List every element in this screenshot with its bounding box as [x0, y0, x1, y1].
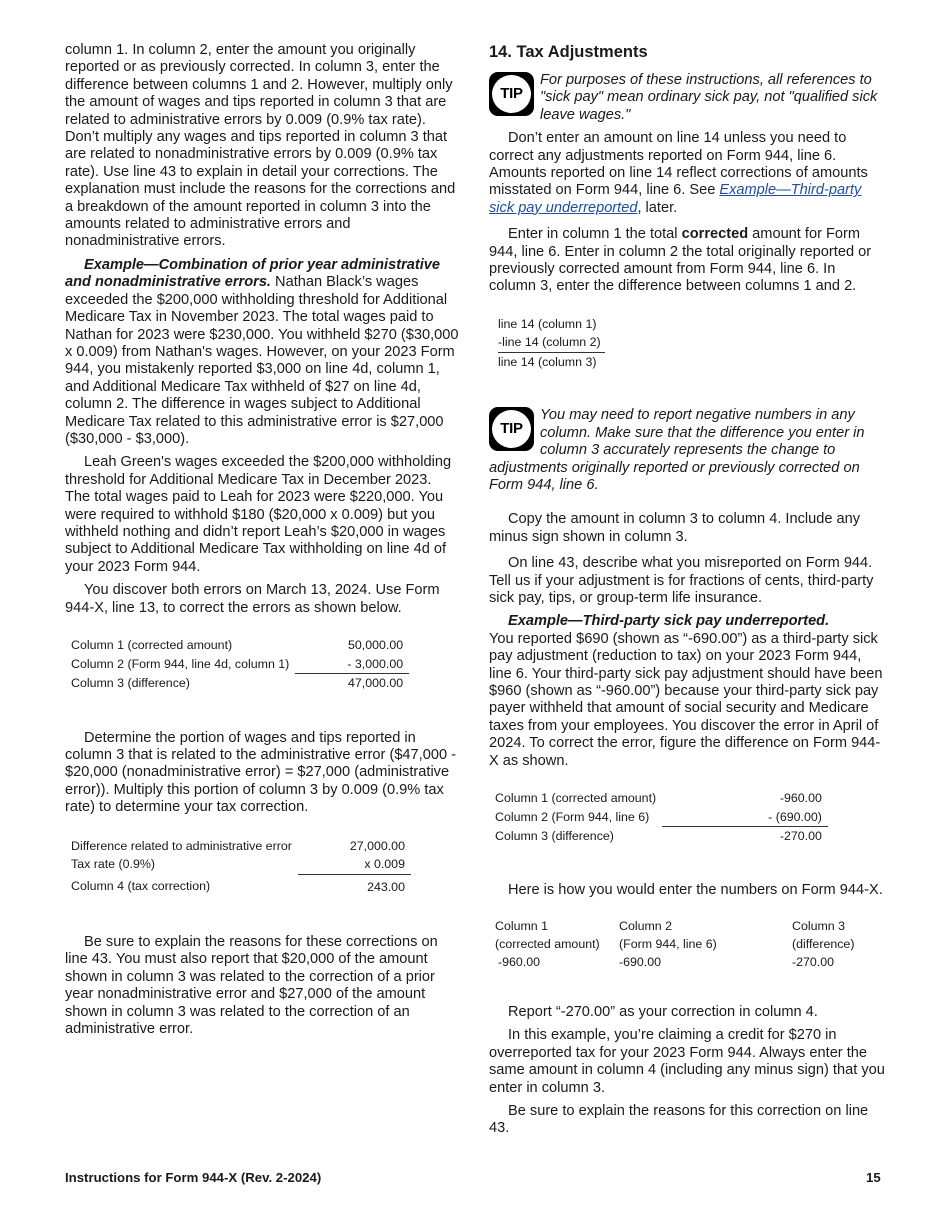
formula-line: line 14 (column 1): [498, 316, 597, 331]
column-header: Column 2: [619, 919, 673, 933]
tip-icon: TIP: [489, 407, 534, 451]
row-value: 47,000.00: [348, 676, 404, 690]
table-row: [65, 674, 409, 693]
paragraph: You discover both errors on March 13, 2024. Use Form 944-X, line 13, to correct the errors as shown below.: [65, 582, 440, 616]
footer-title: Instructions for Form 944-X (Rev. 2-2024): [65, 1170, 322, 1185]
paragraph: Determine the portion of wages and tips reported in column 3 that is related to the administrative error ($47,000 - $20,000 (nonadministrative error) = $27,000 (administrative error)). Multiply this portion of column 3 by 0.009 (0.9% tax rate) to determine your tax correction.: [65, 729, 456, 816]
row-value: -270.00: [779, 829, 822, 844]
line-14-formula: [496, 315, 885, 372]
table-row: [65, 655, 409, 674]
row-value: - 3,000.00: [295, 655, 409, 674]
row-value: -960.00: [779, 791, 822, 806]
table-row: [489, 789, 828, 808]
row-value: - (690.00): [662, 808, 828, 827]
example-body: Nathan Black’s wages exceeded the $200,000 withholding threshold for Additional Medicare Tax in November 2023. The total wages paid to Nathan for 2023 were $230,000. You withheld $270 ($30,000 x 0.009) from Nathan's wages. However, on your 2023 Form 944, you mistakenly reported $3,000 on line 4d, column 1, and Additional Medicare Tax withheld of $27 on line 4d, column 2. The difference in wages subject to Additional Medicare Tax related to this administrative error is $27,000 ($30,000 - $3,000).: [65, 274, 459, 447]
paragraph: Here is how you would enter the numbers on Form 944-X.: [508, 881, 883, 898]
example-sick-pay-paragraph: [489, 613, 885, 770]
row-label: Column 2 (Form 944, line 4d, column 1): [71, 656, 290, 671]
left-column: [65, 42, 460, 1038]
tip-box-1: [489, 72, 885, 124]
table-row: [489, 917, 860, 935]
column-header: Column 3: [792, 919, 846, 933]
table-row: [65, 636, 409, 655]
formula-line: -line 14 (column 2): [498, 333, 605, 353]
paragraph: Copy the amount in column 3 to column 4. Include any minus sign shown in column 3.: [489, 511, 861, 545]
row-label: Column 2 (Form 944, line 6): [495, 809, 650, 824]
formula-line: line 14 (column 3): [498, 354, 597, 369]
paragraph: Enter in column 1 the total corrected amount for Form 944, line 6. Enter in column 2 the total originally reported or previously corrected amount from Form 944, line 6. In column 3, enter the difference between columns 1 and 2.: [489, 226, 872, 295]
column-entry-table: [489, 917, 860, 971]
column-value: -960.00: [498, 955, 541, 969]
tip-text: You may need to report negative numbers in any column. Make sure that the difference you enter in column 3 accurately represents the change to adjustments originally reported or previously corrected on Form 944, line 6.: [489, 407, 865, 493]
paragraph: Be sure to explain the reasons for this correction on line 43.: [489, 1103, 869, 1137]
paragraph: Be sure to explain the reasons for these corrections on line 43. You must also report that $20,000 of the amount shown in column 3 was related to the correction of a prior year nonadministrative error and $27,000 of the amount shown in column 3 was related to the correction of an administrative error.: [65, 934, 438, 1038]
paragraph: In this example, you’re claiming a credit for $270 in overreported tax for your 2023 Form 944. Always enter the same amount in column 4 (including any minus sign) that you enter in column 3.: [489, 1027, 885, 1096]
column-value: -690.00: [619, 955, 662, 969]
calculation-table-3: [489, 789, 828, 846]
row-label: Column 1 (corrected amount): [71, 638, 233, 652]
paragraph: Don’t enter an amount on line 14 unless you need to correct any adjustments reported on Form 944, line 6. Amounts reported on line 14 reflect corrections of amounts misstated on Form 944, line 6. See Example—Third-party sick pay underreported, later.: [489, 130, 868, 216]
row-value: 27,000.00: [349, 838, 405, 853]
table-row: [65, 837, 411, 856]
row-label: Difference related to administrative error: [71, 838, 292, 853]
row-label: Column 3 (difference): [495, 828, 614, 843]
example-body: You reported $690 (shown as “-690.00”) as a third-party sick pay adjustment (reduction to tax) on your 2023 Form 944, line 6. Your third-party sick pay adjustment should have been $960 (shown as “-960.00”) because your third-party sick pay payer withheld that amount of social security and Medicare taxes from your employees. You discover the error in April of 2024. To correct the error, figure the difference on Form 944-X as shown.: [489, 630, 883, 769]
tip-icon: TIP: [489, 72, 534, 116]
example-link[interactable]: Example—Third-party sick pay underreported: [489, 182, 862, 216]
column-subheader: (corrected amount): [495, 937, 600, 951]
table-row: [65, 874, 411, 896]
paragraph: column 1. In column 2, enter the amount you originally reported or as previously corrected. In column 3, enter the difference between columns 1 and 2. However, multiply only the amount of wages and tips reported in column 3 that are related to administrative errors by 0.009 (0.9% tax rate). Don’t multiply any wages and tips reported in column 3 that are related to nonadministrative errors by 0.009 (0.9% tax rate). Use line 43 to explain in detail your corrections. The explanation must include the reasons for the corrections and a breakdown of the amount reported in column 3 into the amounts related to administrative errors and nonadministrative errors.: [65, 42, 456, 250]
example-combination-paragraph: [65, 257, 460, 448]
row-value: 243.00: [367, 879, 405, 894]
example-heading: Example—Combination of prior year administrative and nonadministrative errors.: [65, 256, 441, 291]
paragraph: Report “-270.00” as your correction in column 4.: [508, 1004, 818, 1020]
right-column: [489, 42, 885, 1138]
example-heading: Example—Third-party sick pay underreported.: [508, 613, 830, 630]
tip-text: For purposes of these instructions, all references to "sick pay" mean ordinary sick pay, not "qualified sick leave wages.": [540, 72, 878, 123]
row-value: 50,000.00: [348, 638, 404, 652]
tip-box-2: [489, 407, 885, 494]
row-label: Tax rate (0.9%): [71, 857, 156, 872]
column-subheader: (Form 944, line 6): [619, 937, 717, 951]
table-row: [489, 953, 860, 971]
row-label: Column 1 (corrected amount): [495, 791, 657, 806]
column-subheader: (difference): [792, 937, 855, 951]
paragraph: On line 43, describe what you misreported on Form 944. Tell us if your adjustment is for fractions of cents, third-party sick pay, tips, or group-term life insurance.: [489, 555, 874, 607]
row-label: Column 3 (difference): [71, 675, 190, 690]
table-row: [489, 935, 860, 953]
column-header: Column 1: [495, 919, 549, 933]
table-row: [489, 827, 828, 846]
paragraph: Leah Green's wages exceeded the $200,000 withholding threshold for Additional Medicare Tax in December 2023. The total wages paid to Leah for 2023 were $220,000. You were required to withhold $180 ($20,000 x 0.009) but you withheld nothing and didn’t report Leah’s $20,000 in wages subject to Additional Medicare Tax withholding on line 4d of your 2023 Form 944.: [65, 454, 452, 575]
section-heading: 14. Tax Adjustments: [489, 43, 648, 61]
calculation-table-2: [65, 837, 411, 897]
table-row: [489, 808, 828, 827]
calculation-table-1: [65, 636, 409, 693]
row-label: Column 4 (tax correction): [71, 879, 211, 894]
column-value: -270.00: [792, 955, 835, 969]
table-row: [65, 855, 411, 874]
row-value: x 0.009: [298, 855, 411, 874]
page-number: 15: [866, 1170, 881, 1185]
